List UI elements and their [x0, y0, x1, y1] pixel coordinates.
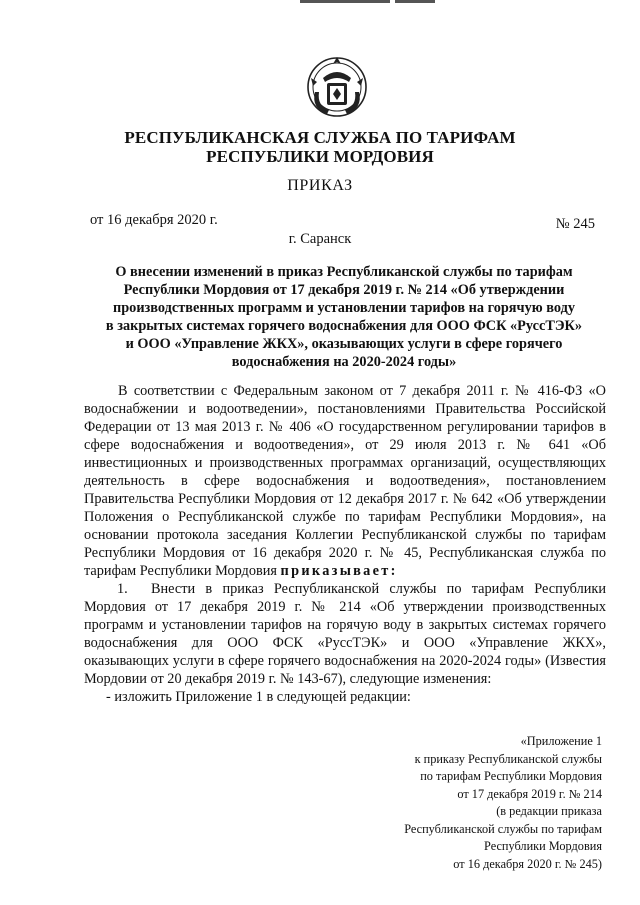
item-text: Внести в приказ Республиканской службы по тарифам Республики Мордовия от 17 декабря 2019 г. № 214 «Об утверждении производственных программ и установлении тарифов на горячую воду в закрытых системах горячего водоснабжения для ООО ФСК «РуссТЭК» и ООО «Управление ЖКХ», оказывающих услуги в сфере горячего водоснабжения на 2020-2024 годы» (Известия Мордовии от 20 декабря 2019 г. № 143-67), следующие изменения: — [84, 581, 606, 687]
appendix-line: от 17 декабря 2019 г. № 214 — [457, 786, 602, 801]
preamble-paragraph — [84, 382, 606, 580]
title-line: производственных программ и установлении тарифов на горячую воду — [112, 300, 575, 316]
item-number: 1. — [117, 581, 128, 597]
document-type: ПРИКАЗ — [287, 177, 353, 194]
appendix-reference — [342, 733, 602, 873]
title-line: Республики Мордовия от 17 декабря 2019 г. № 214 «Об утверждении — [123, 282, 565, 298]
appendix-line: к приказу Республиканской службы — [414, 751, 602, 766]
appendix-line: (в редакции приказа — [496, 804, 602, 818]
item-paragraph — [84, 580, 606, 688]
orders-word: приказывает: — [280, 563, 398, 579]
document-body — [84, 382, 606, 706]
document-date: от 16 декабря 2020 г. — [90, 212, 218, 228]
document-city: г. Саранск — [288, 231, 352, 247]
sub-item: - изложить Приложение 1 в следующей редакции: — [106, 689, 411, 705]
scan-artifact — [300, 0, 390, 3]
document-number: № 245 — [555, 216, 595, 232]
organization-name-line1: РЕСПУБЛИКАНСКАЯ СЛУЖБА ПО ТАРИФАМ — [124, 128, 516, 147]
coat-of-arms-icon — [301, 52, 373, 120]
appendix-line: по тарифам Республики Мордовия — [420, 769, 602, 783]
title-line: водоснабжения на 2020-2024 годы» — [231, 354, 457, 370]
appendix-line: «Приложение 1 — [520, 734, 602, 748]
organization-name — [0, 128, 640, 166]
title-line: и ООО «Управление ЖКХ», оказывающих услуги в сфере горячего — [125, 336, 563, 352]
title-line: в закрытых системах горячего водоснабжения для ООО ФСК «РуссТЭК» — [105, 318, 583, 334]
preamble-text: В соответствии с Федеральным законом от 7 декабря 2011 г. № 416-ФЗ «О водоснабжении и водоотведении», постановлениями Правительства Российской Федерации от 13 мая 2013 г. № 406 «О государственном регулировании тарифов в сфере водоснабжения и водоотведения», от 29 июля 2013 г. № 641 «Об инвестиционных и производственных программах организаций, осуществляющих деятельность в сфере водоснабжения и водоотведения», постановлением Правительства Республики Мордовия от 12 декабря 2017 г. № 642 «Об утверждении Положения о Республиканской службе по тарифам Республики Мордовия», на основании протокола заседания Коллегии Республиканской службы по тарифам Республики Мордовия от 16 декабря 2020 г. № 45, Республиканская служба по тарифам Республики Мордовия — [84, 383, 606, 579]
organization-name-line2: РЕСПУБЛИКИ МОРДОВИЯ — [206, 147, 434, 166]
appendix-line: от 16 декабря 2020 г. № 245) — [453, 856, 602, 871]
appendix-line: Республики Мордовия — [484, 839, 602, 853]
appendix-line: Республиканской службы по тарифам — [404, 821, 602, 836]
title-line: О внесении изменений в приказ Республиканской службы по тарифам — [115, 264, 573, 280]
document-title — [84, 263, 604, 371]
scan-artifact — [395, 0, 435, 3]
